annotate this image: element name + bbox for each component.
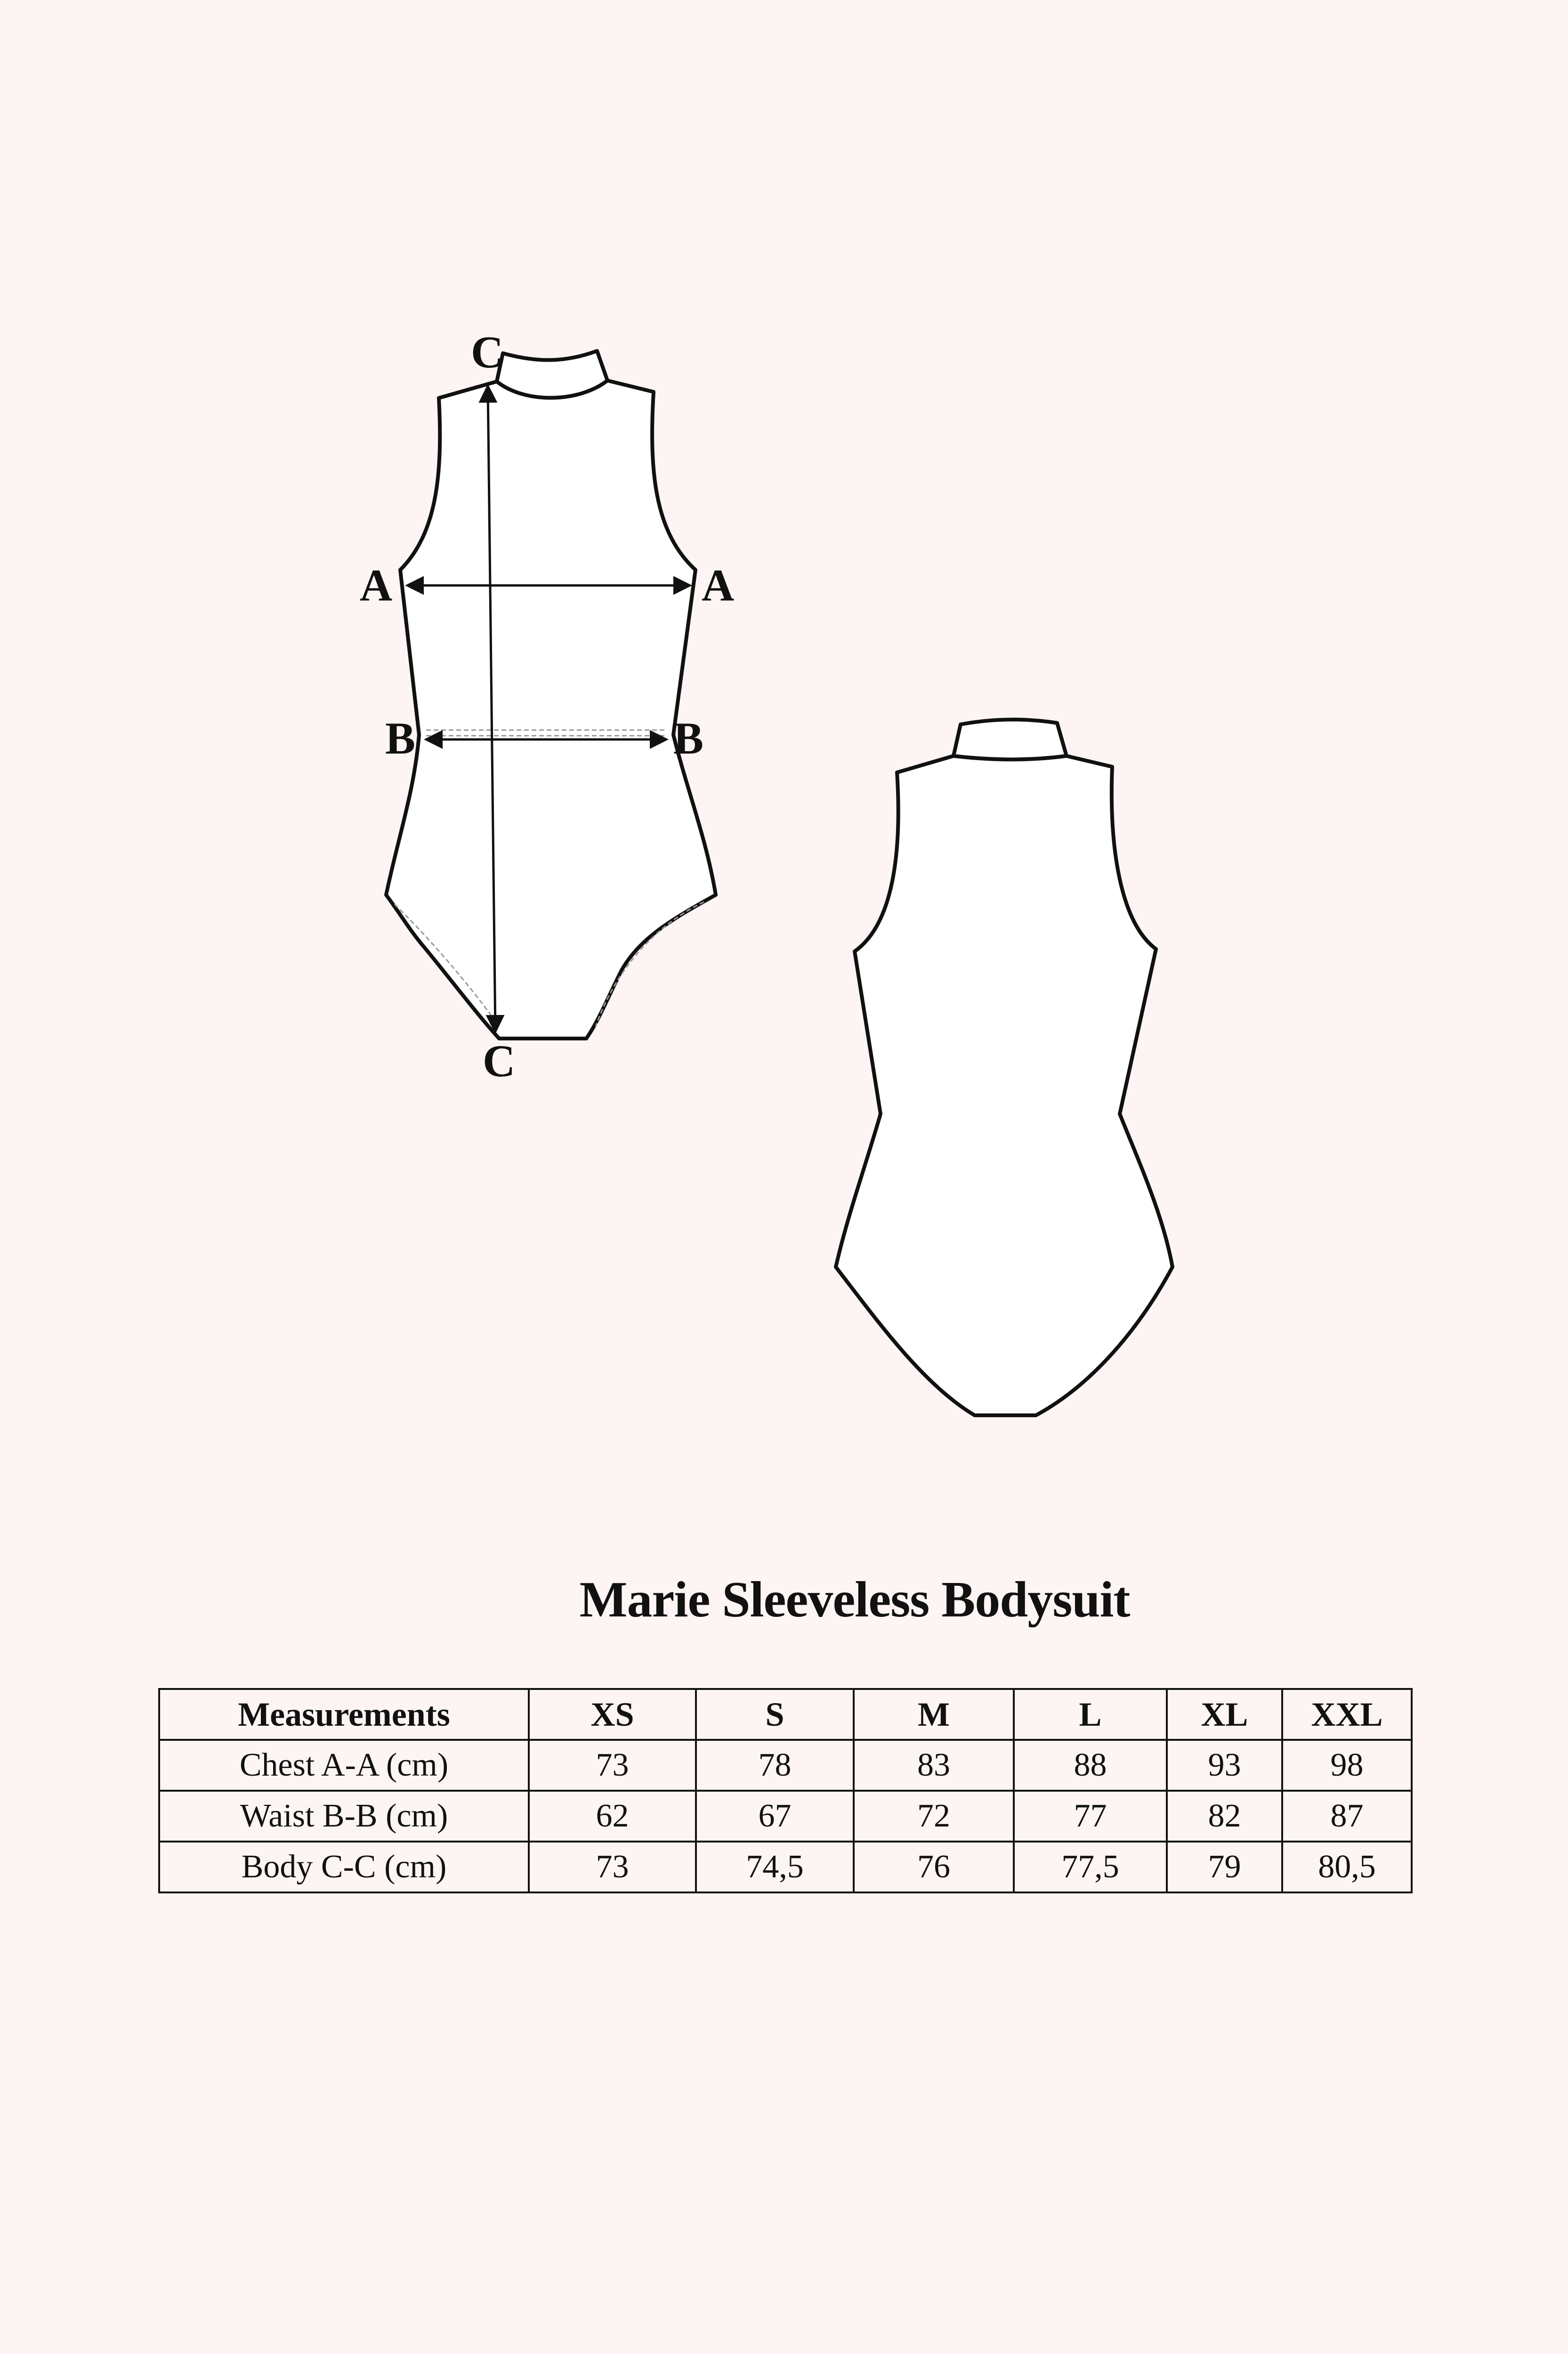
cell-value: 77,5 xyxy=(1014,1842,1167,1892)
cell-value: 62 xyxy=(529,1791,696,1842)
cell-value: 80,5 xyxy=(1282,1842,1412,1892)
marker-a-right: A xyxy=(702,560,735,610)
cell-value: 88 xyxy=(1014,1740,1167,1791)
cell-value: 79 xyxy=(1167,1842,1282,1892)
header-size-xxl: XXL xyxy=(1282,1689,1412,1740)
marker-b-right: B xyxy=(673,713,704,763)
marker-b-left: B xyxy=(385,713,416,763)
header-size-xs: XS xyxy=(529,1689,696,1740)
cell-value: 77 xyxy=(1014,1791,1167,1842)
header-size-l: L xyxy=(1014,1689,1167,1740)
row-label: Chest A-A (cm) xyxy=(159,1740,529,1791)
cell-value: 98 xyxy=(1282,1740,1412,1791)
row-label: Waist B-B (cm) xyxy=(159,1791,529,1842)
cell-value: 78 xyxy=(696,1740,854,1791)
cell-value: 87 xyxy=(1282,1791,1412,1842)
cell-value: 82 xyxy=(1167,1791,1282,1842)
back-view xyxy=(836,720,1172,1415)
product-title: Marie Sleeveless Bodysuit xyxy=(579,1572,1130,1628)
back-collar xyxy=(954,720,1067,760)
row-label: Body C-C (cm) xyxy=(159,1842,529,1892)
header-measurements: Measurements xyxy=(159,1689,529,1740)
front-view xyxy=(360,327,734,1086)
cell-value: 83 xyxy=(854,1740,1014,1791)
table-row-chest xyxy=(159,1740,1412,1791)
cell-value: 74,5 xyxy=(696,1842,854,1892)
front-body-outline xyxy=(386,381,716,1039)
table-row-body xyxy=(159,1842,1412,1892)
cell-value: 93 xyxy=(1167,1740,1282,1791)
header-size-s: S xyxy=(696,1689,854,1740)
cell-value: 67 xyxy=(696,1791,854,1842)
cell-value: 73 xyxy=(529,1740,696,1791)
back-body-outline xyxy=(836,756,1172,1415)
cell-value: 72 xyxy=(854,1791,1014,1842)
cell-value: 76 xyxy=(854,1842,1014,1892)
size-chart-table xyxy=(158,1688,1413,1893)
header-size-m: M xyxy=(854,1689,1014,1740)
table-row-waist xyxy=(159,1791,1412,1842)
table-header-row xyxy=(159,1689,1412,1740)
header-size-xl: XL xyxy=(1167,1689,1282,1740)
marker-a-left: A xyxy=(360,560,393,610)
marker-c-top: C xyxy=(471,327,504,377)
cell-value: 73 xyxy=(529,1842,696,1892)
marker-c-bottom: C xyxy=(483,1036,516,1086)
